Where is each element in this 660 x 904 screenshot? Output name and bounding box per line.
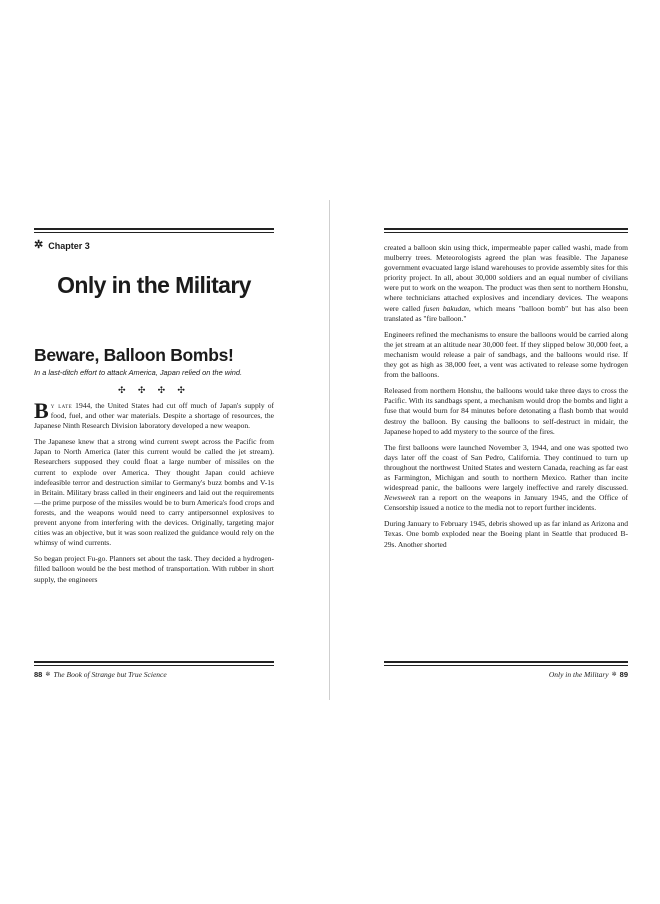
right-top-rule — [384, 228, 628, 233]
paragraph: The Japanese knew that a strong wind current swept across the Pacific from Japan to North America (later this current would be called the jet stream). Researchers supposed they could float a large number of missiles on the current to explode over America. They thought Japan could achieve indefeasible terror and destruction similar to Germany's buzz bombs and V-1s in Britain. Military brass called in their engineers and laid out the requirements—the prime purpose of the missiles would be to burn America's food crops and forests, and the weapons would need to carry antipersonnel explosives to prevent anyone from interfering with the devices. Originally, targeting major cities was an objective, but it was soon realized the guidance would rely on the whimsy of wind currents. — [34, 437, 274, 548]
italic-term: fusen bakudan — [423, 303, 469, 313]
paragraph: Engineers refined the mechanisms to ensure the balloons would be carried along the jet stream at an altitude near 30,000 feet. If they slipped below 30,000 feet, a mechanism would release a pair of sandbags, and the balloons would rise. If they got as high as 38,000 feet, a vent was activated to release some hydrogen from the balloons. — [384, 329, 628, 380]
left-page — [34, 228, 274, 591]
paragraph: During January to February 1945, debris showed up as far inland as Arizona and Texas. One bomb exploded near the Boeing plant in Seattle that produced B-29s. Another shorted — [384, 519, 628, 549]
chapter-top-rule — [34, 228, 274, 233]
article-title: Beware, Balloon Bombs! — [34, 345, 234, 365]
article-subtitle: In a last-ditch effort to attack America, Japan relied on the wind. — [34, 368, 243, 377]
asterisk-ornament-icon: ✲ — [45, 672, 51, 678]
paragraph-text: 1944, the United States had cut off much of Japan's supply of food, fuel, and other war materials. Despite a shortage of resources, the Japanese Ninth Research Division laboratory developed a new weapon. — [34, 401, 274, 431]
italic-term: Newsweek — [384, 493, 416, 503]
chapter-label: Chapter 3 — [48, 240, 90, 251]
paragraph-text: created a balloon skin using thick, impermeable paper called washi, made from mulberry trees. Meteorologists agreed the plan was feasible. The Japanese government evacuated large island warehouses to provide assembly sites for this priority project. In all, about 30,000 soldiers and an equal number of civilians were put to work on the weapon. The product was then sent to northern Honshu, where technicians attached explosives and incendiary devices. The weapons were called — [384, 243, 628, 313]
section-ornament: ✣ ✣ ✣ ✣ — [118, 385, 190, 395]
running-title: Only in the Military — [548, 670, 609, 679]
paragraph — [384, 243, 628, 324]
left-body-text — [34, 398, 274, 585]
lead-in-smallcaps: y late — [50, 401, 73, 410]
chapter-title: Only in the Military — [57, 272, 251, 298]
paragraph — [34, 398, 274, 431]
page-number: 89 — [619, 670, 628, 679]
left-footer-rule — [34, 661, 274, 666]
paragraph-text: The first balloons were launched November 3, 1944, and one was spotted two days later off the coast of San Pedro, California. They continued to turn up throughout the northwest United States and western Canada, reaching as far east as Farmington, Michigan and south to northern Mexico. Rather than incite widespread panic, the balloons were largely ineffective and rarely discussed. — [384, 442, 628, 493]
chapter-heading — [34, 240, 274, 251]
asterisk-ornament-icon: ✲ — [34, 239, 44, 251]
drop-cap: B — [34, 398, 49, 423]
right-footer — [549, 670, 628, 679]
right-body-text — [384, 243, 628, 556]
paragraph-text: ran a report on the weapons in January 1945, and the Office of Censorship issued a notice to the media not to report further incidents. — [384, 493, 628, 513]
right-footer-rule — [384, 661, 628, 666]
page-number: 88 — [34, 670, 43, 679]
paragraph — [384, 443, 628, 514]
paragraph: So began project Fu-go. Planners set about the task. They decided a hydrogen-filled balloon would be the best method of transportation. With rubber in short supply, the engineers — [34, 554, 274, 584]
book-spine — [329, 200, 330, 700]
running-title: The Book of Strange but True Science — [53, 670, 167, 679]
paragraph: Released from northern Honshu, the balloons would take three days to cross the Pacific. With its sandbags spent, a mechanism would drop the bombs and light a fuse that would burn for 84 minutes before detonating a flash bomb that would destroy the balloon. By causing the balloons to self-destruct in midair, the Japanese hoped to add mystery to the source of the fires. — [384, 386, 628, 436]
paragraph-text: , which means "balloon bomb" but has also been translated as "fire balloon." — [384, 303, 628, 323]
left-footer — [34, 670, 167, 679]
asterisk-ornament-icon: ✲ — [611, 672, 617, 678]
